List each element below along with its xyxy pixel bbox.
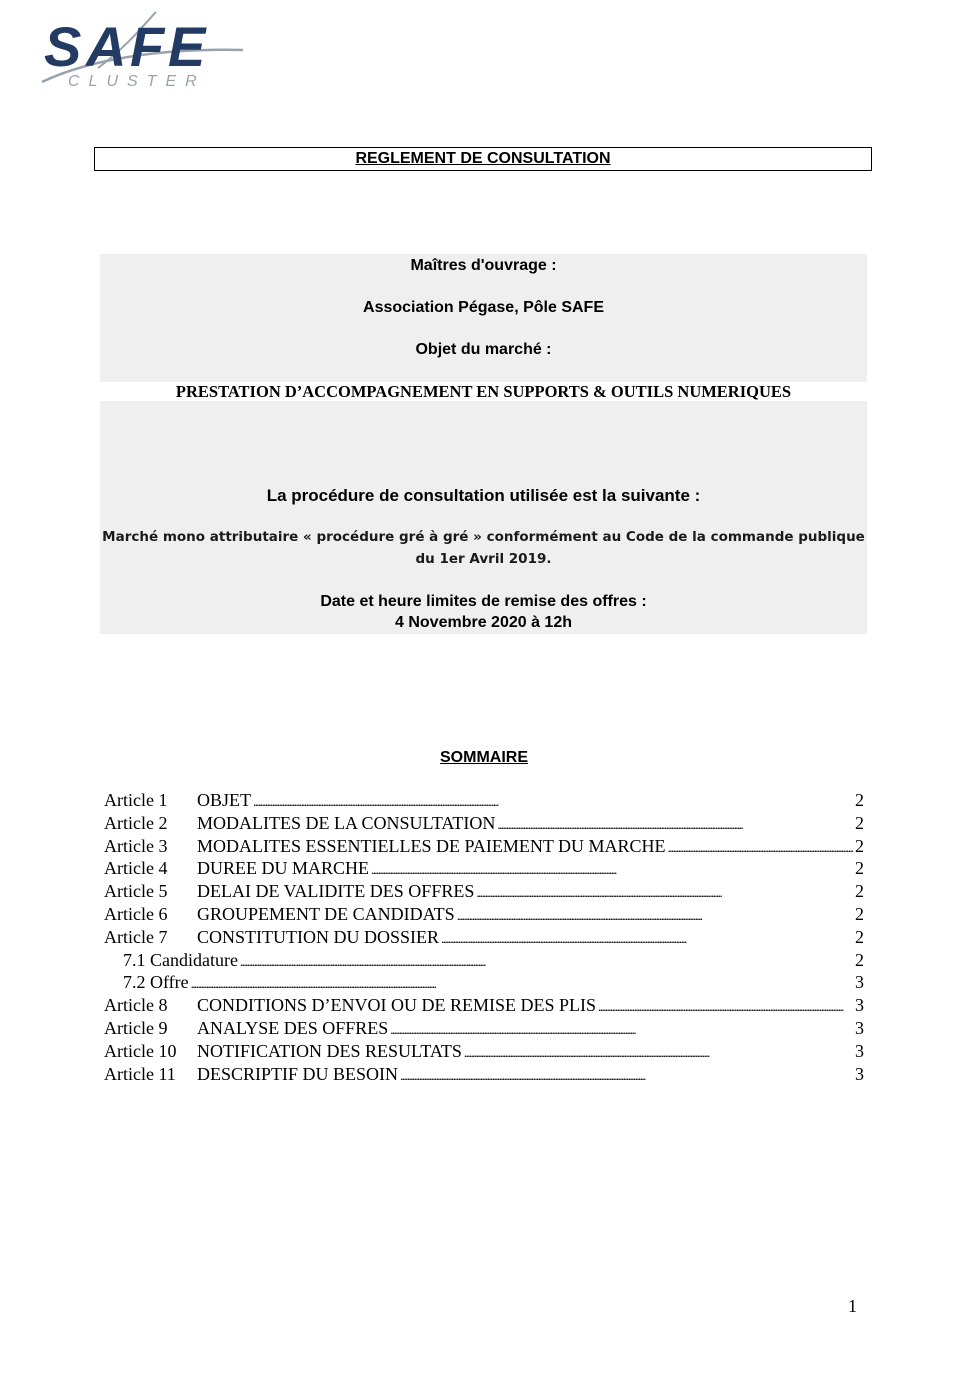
- toc-entry-page: 3: [855, 1017, 864, 1038]
- toc-entry[interactable]: [104, 995, 864, 1018]
- toc-entry-label: CONDITIONS D’ENVOI OU DE REMISE DES PLIS: [197, 995, 596, 1016]
- svg-text:E: E: [168, 15, 204, 78]
- toc-dot-leader: [441, 927, 853, 948]
- toc-entry-number: Article 1: [104, 790, 168, 810]
- toc-dot-leader: [497, 813, 853, 834]
- toc-entry[interactable]: [104, 1064, 864, 1087]
- toc-dot-leader: [668, 836, 853, 857]
- toc-entry-label: GROUPEMENT DE CANDIDATS: [197, 903, 455, 924]
- toc-entry-label: CONSTITUTION DU DOSSIER: [197, 926, 439, 947]
- toc-entry-number: Article 8: [104, 995, 168, 1016]
- toc-entry[interactable]: [104, 858, 864, 881]
- toc-entry-page: 3: [855, 1040, 864, 1061]
- table-of-contents: [104, 790, 864, 1086]
- toc-entry-label: 7.1 Candidature: [123, 949, 238, 970]
- toc-entry-number: Article 10: [104, 1040, 177, 1061]
- toc-entry-page: 3: [855, 995, 864, 1016]
- toc-entry[interactable]: [104, 813, 864, 836]
- toc-subentry[interactable]: [104, 950, 864, 973]
- toc-entry-number: Article 2: [104, 812, 168, 833]
- toc-entry-number: Article 6: [104, 903, 168, 924]
- toc-entry[interactable]: [104, 1018, 864, 1041]
- svg-text:F: F: [130, 15, 163, 78]
- document-title: REGLEMENT DE CONSULTATION: [94, 147, 872, 171]
- toc-entry-label: MODALITES ESSENTIELLES DE PAIEMENT DU MARCHE: [197, 835, 666, 856]
- toc-entry-label: DELAI DE VALIDITE DES OFFRES: [197, 881, 475, 902]
- toc-entry-number: Article 7: [104, 926, 168, 947]
- toc-entry[interactable]: [104, 881, 864, 904]
- toc-entry-label: 7.2 Offre: [123, 972, 189, 993]
- toc-dot-leader: [400, 1064, 853, 1085]
- toc-entry-page: 3: [855, 972, 864, 993]
- procedure-line-1: Marché mono attributaire « procédure gré à gré » conformément au Code de la commande publique: [102, 529, 865, 545]
- objet-marche-label: Objet du marché :: [415, 341, 552, 358]
- toc-dot-leader: [464, 1041, 853, 1062]
- safe-cluster-logo-graphic: [38, 10, 248, 90]
- toc-entry-number: Article 4: [104, 858, 168, 879]
- toc-dot-leader: [191, 972, 853, 993]
- toc-entry-page: 2: [855, 858, 864, 879]
- procedure-title: La procédure de consultation utilisée est la suivante :: [266, 486, 701, 505]
- toc-entry[interactable]: [104, 927, 864, 950]
- toc-entry-label: DESCRIPTIF DU BESOIN: [197, 1063, 399, 1084]
- toc-entry-number: Article 11: [104, 1063, 176, 1084]
- safe-cluster-logo: [38, 10, 248, 90]
- deadline-value: 4 Novembre 2020 à 12h: [395, 614, 572, 631]
- toc-entry-label: NOTIFICATION DES RESULTATS: [197, 1040, 462, 1061]
- maitres-ouvrage-label: Maîtres d'ouvrage :: [410, 257, 557, 274]
- toc-entry-page: 2: [855, 812, 864, 833]
- procedure-line-2: du 1er Avril 2019.: [415, 551, 552, 567]
- toc-entry-number: Article 3: [104, 835, 168, 856]
- toc-dot-leader: [253, 790, 853, 811]
- toc-dot-leader: [240, 950, 853, 971]
- toc-dot-leader: [371, 858, 853, 879]
- page-number: 1: [848, 1296, 857, 1316]
- maitres-ouvrage-value: Association Pégase, Pôle SAFE: [363, 299, 604, 316]
- toc-subentry[interactable]: [104, 972, 864, 995]
- toc-dot-leader: [457, 904, 853, 925]
- toc-entry-page: 2: [855, 903, 864, 924]
- toc-entry-page: 2: [855, 790, 864, 810]
- toc-entry-page: 2: [855, 949, 864, 970]
- toc-entry-label: OBJET: [197, 790, 251, 810]
- toc-entry-label: MODALITES DE LA CONSULTATION: [197, 812, 496, 833]
- toc-entry-label: DUREE DU MARCHE: [197, 858, 370, 879]
- toc-entry[interactable]: [104, 836, 864, 859]
- toc-entry-number: Article 9: [104, 1017, 168, 1038]
- objet-marche-value: PRESTATION D’ACCOMPAGNEMENT EN SUPPORTS & OUTILS NUMERIQUES: [175, 382, 792, 401]
- svg-text:S: S: [44, 15, 80, 78]
- sommaire-title: SOMMAIRE: [440, 749, 528, 766]
- toc-dot-leader: [390, 1018, 853, 1039]
- toc-entry-page: 2: [855, 926, 864, 947]
- toc-entry[interactable]: [104, 904, 864, 927]
- svg-text:A: A: [86, 15, 125, 78]
- toc-entry-label: ANALYSE DES OFFRES: [197, 1017, 389, 1038]
- toc-entry-number: Article 5: [104, 881, 168, 902]
- toc-entry[interactable]: [104, 1041, 864, 1064]
- toc-entry-page: 3: [855, 1063, 864, 1084]
- deadline-label: Date et heure limites de remise des offres :: [320, 593, 647, 610]
- toc-dot-leader: [476, 881, 853, 902]
- toc-dot-leader: [598, 995, 853, 1016]
- toc-entry-page: 2: [855, 881, 864, 902]
- toc-entry-page: 2: [855, 835, 864, 856]
- toc-entry[interactable]: [104, 790, 864, 813]
- svg-text:CLUSTER: CLUSTER: [68, 73, 206, 90]
